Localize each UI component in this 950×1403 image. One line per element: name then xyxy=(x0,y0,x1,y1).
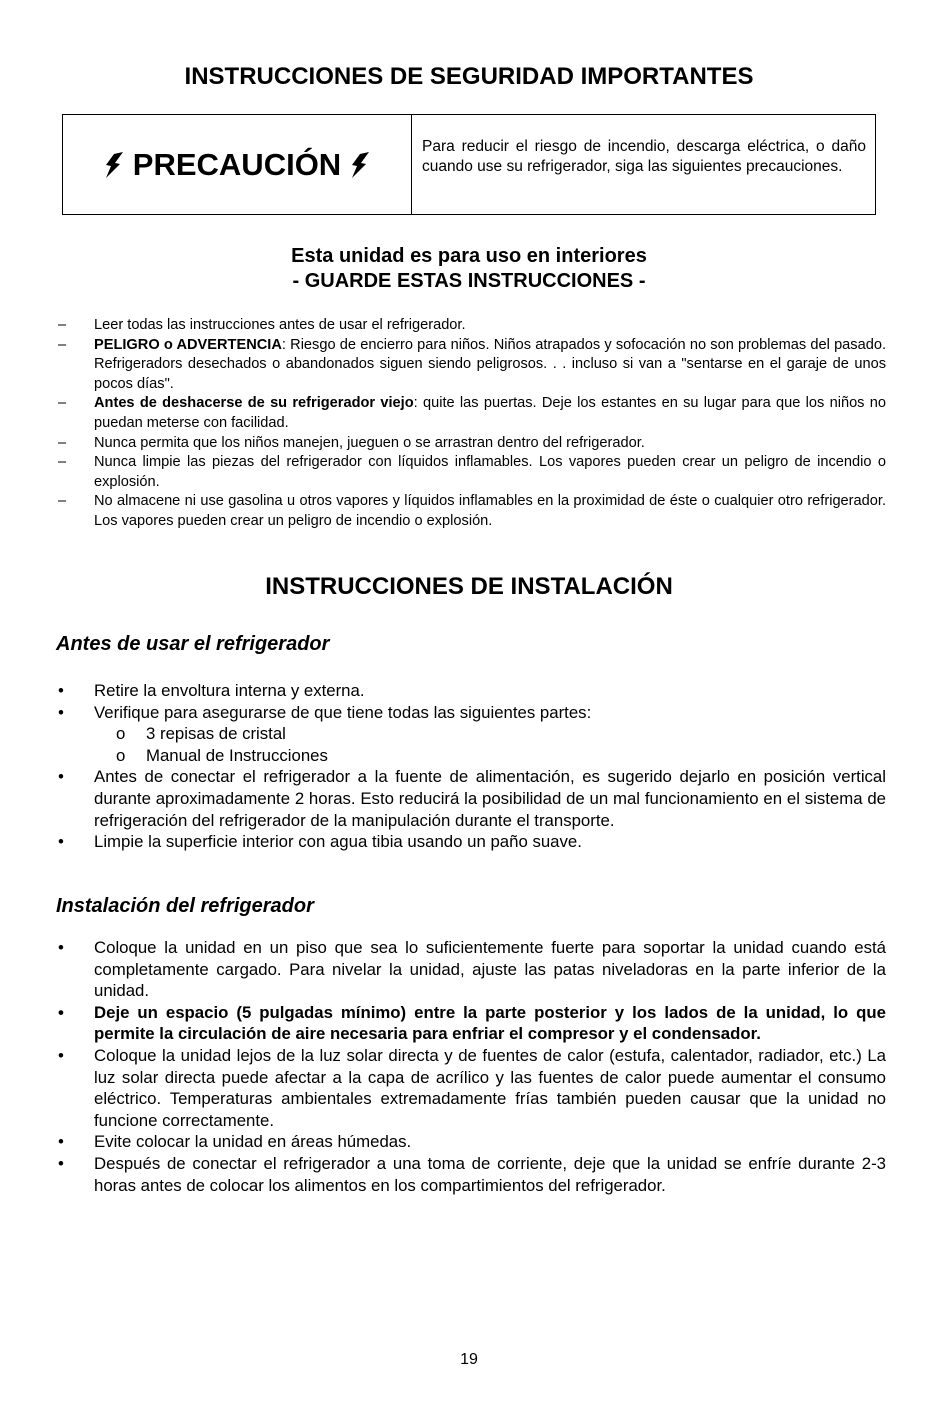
list-item: o Manual de Instrucciones xyxy=(116,745,328,765)
caution-box xyxy=(62,114,876,215)
heading-installation: Instalación del refrigerador xyxy=(56,895,314,917)
dash-marker: – xyxy=(58,454,67,471)
safety-list xyxy=(56,316,886,532)
circle-marker: o xyxy=(116,745,126,765)
heading-before-use: Antes de usar el refrigerador xyxy=(56,633,330,655)
list-item: • Deje un espacio (5 pulgadas mínimo) entre la parte posterior y los lados de la unidad, lo que permite la circulación de aire necesaria para enfriar el compresor y el condensador. xyxy=(58,1002,886,1044)
bullet-marker: • xyxy=(58,767,64,787)
list-item: • Coloque la unidad lejos de la luz solar directa y de fuentes de calor (estufa, calentador, radiador, etc.) La luz solar directa puede afectar a la capa de acrílico y las fuentes de calor puede aumentar el consumo eléctrico. Temperaturas ambientales extremadamente frías también pueden causar que la unidad no funcione correctamente. xyxy=(58,1045,886,1130)
bullet-marker: • xyxy=(58,702,64,722)
bullet-marker: • xyxy=(58,1153,64,1173)
list-item: • Antes de conectar el refrigerador a la fuente de alimentación, es sugerido dejarlo en posición vertical durante aproximadamente 2 horas. Esto reducirá la posibilidad de un mal funcionamiento en el sistema de refrigeración del refrigerador de la manipulación durante el transporte. xyxy=(58,767,886,830)
dash-marker: – xyxy=(58,395,67,412)
list-item: o 3 repisas de cristal xyxy=(116,724,286,744)
indoor-heading-line2: - GUARDE ESTAS INSTRUCCIONES - xyxy=(292,270,646,292)
list-item: – Nunca limpie las piezas del refrigerador con líquidos inflamables. Los vapores pueden crear un peligro de incendio o explosión. xyxy=(58,454,886,490)
bullet-marker: • xyxy=(58,832,64,852)
bullet-marker: • xyxy=(58,1045,64,1065)
parts-list xyxy=(94,723,886,766)
bullet-marker: • xyxy=(58,1002,64,1022)
list-item: – Nunca permita que los niños manejen, jueguen o se arrastran dentro del refrigerador. xyxy=(56,434,886,454)
list-item: • Coloque la unidad en un piso que sea lo suficientemente fuerte para soportar la unidad cuando está completamente cargado. Para nivelar la unidad, ajuste las patas niveladoras en la parte inferior de la unidad. xyxy=(58,938,886,1001)
circle-marker: o xyxy=(116,724,126,744)
page-title: INSTRUCCIONES DE SEGURIDAD IMPORTANTES xyxy=(184,63,754,90)
caution-text: Para reducir el riesgo de incendio, descarga eléctrica, o daño cuando use su refrigerador, siga las siguientes precauciones. xyxy=(422,138,866,175)
list-item: • Retire la envoltura interna y externa. xyxy=(58,681,365,700)
caution-label: PRECAUCIÓN xyxy=(132,146,342,182)
dash-marker: – xyxy=(58,493,67,510)
bullet-marker: • xyxy=(58,1132,64,1152)
indoor-heading-line1: Esta unidad es para uso en interiores xyxy=(291,245,647,267)
list-item: • Evite colocar la unidad en áreas húmedas. xyxy=(58,1132,412,1152)
list-item: • Verifique para asegurarse de que tiene todas las siguientes partes: o 3 repisas de cristal o Manual de Instrucciones xyxy=(56,702,886,767)
lightning-bolt-icon xyxy=(347,150,373,180)
list-item: • Después de conectar el refrigerador a una toma de corriente, deje que la unidad se enfríe durante 2-3 horas antes de colocar los alimentos en los compartimientos del refrigerador. xyxy=(58,1153,886,1195)
list-item: – Leer todas las instrucciones antes de usar el refrigerador. xyxy=(56,316,886,336)
caution-label-cell xyxy=(63,115,412,214)
list-item: – PELIGRO o ADVERTENCIA: Riesgo de encierro para niños. Niños atrapados y sofocación no son problemas del pasado. Refrigeradors desechados o abandonados siguen siendo peligrosos. . . incluso si van a "sentarse en el garaje de unos pocos días". xyxy=(58,336,887,392)
before-use-list xyxy=(56,680,886,853)
lightning-bolt-icon xyxy=(101,150,127,180)
page-number: 19 xyxy=(460,1351,478,1368)
list-item: • Limpie la superficie interior con agua tibia usando un paño suave. xyxy=(58,832,582,852)
installation-list xyxy=(56,937,886,1196)
dash-marker: – xyxy=(58,434,67,451)
list-item: – Antes de deshacerse de su refrigerador viejo: quite las puertas. Deje los estantes en su lugar para que los niños no puedan meterse con facilidad. xyxy=(58,395,886,431)
dash-marker: – xyxy=(58,336,67,353)
bullet-marker: • xyxy=(58,681,64,700)
bullet-marker: • xyxy=(58,938,64,957)
list-item: – No almacene ni use gasolina u otros vapores y líquidos inflamables en la proximidad de éste o cualquier otro refrigerador. Los vapores pueden crear un peligro de incendio o explosión. xyxy=(58,493,886,529)
dash-marker: – xyxy=(58,317,67,333)
indoor-heading xyxy=(0,244,938,294)
section-title-installation: INSTRUCCIONES DE INSTALACIÓN xyxy=(265,573,673,600)
